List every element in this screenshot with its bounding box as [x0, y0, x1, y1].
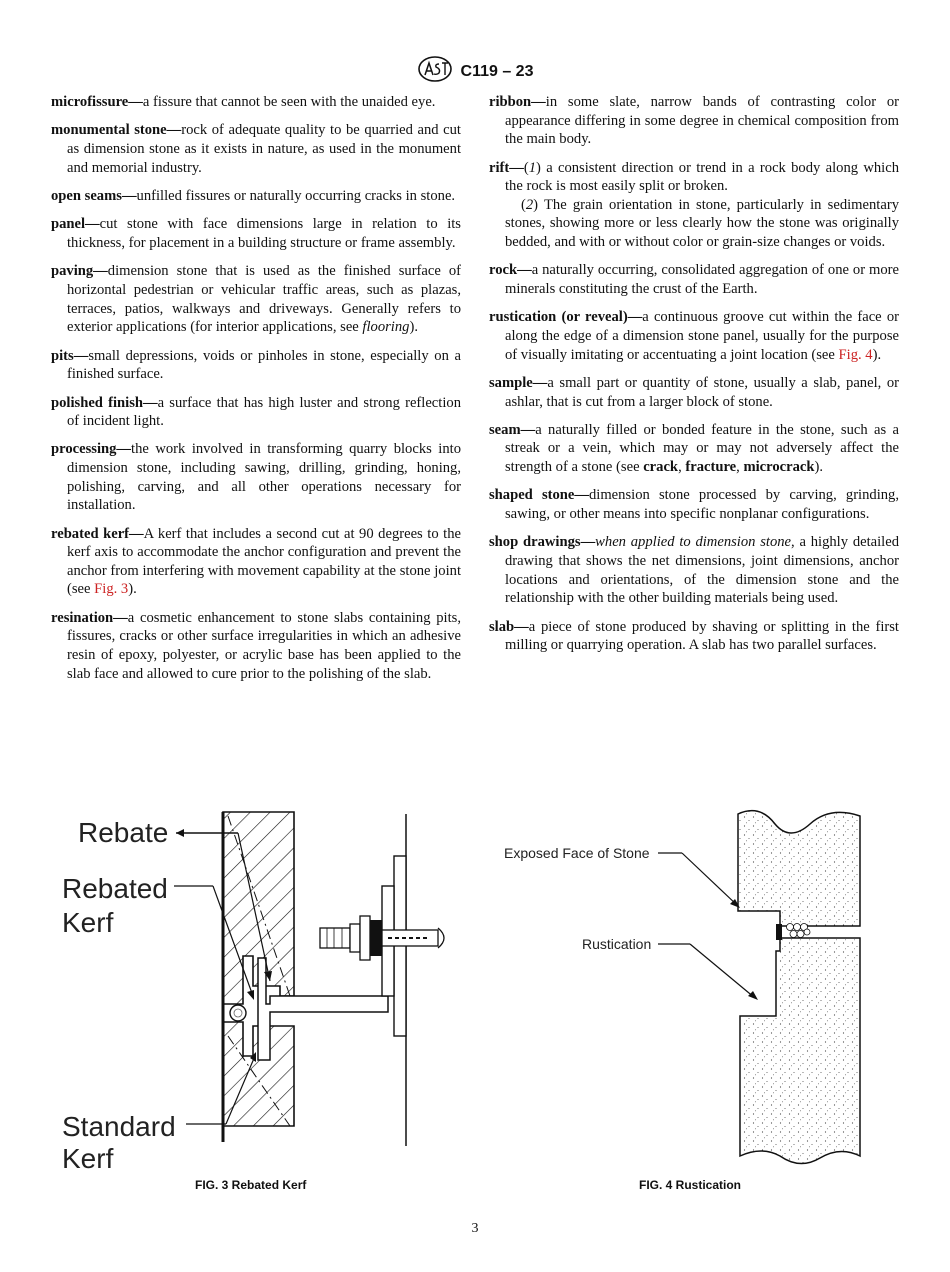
- standard-kerf-label: Kerf: [62, 1143, 114, 1174]
- definition-entry: rift—(1) a consistent direction or trend in a rock body along which the rock is most easily split or broken. (2) The grain orientation in stone, particularly in sedimentary stones, showing more or less clearly how the stone was originally bedded, and with or without color or grain-size changes or voids.: [489, 159, 899, 250]
- definition-entry: rock—a naturally occurring, consolidated aggregation of one or more minerals constituting the crust of the Earth.: [489, 262, 899, 297]
- exposed-face-label: Exposed Face of Stone: [504, 845, 650, 861]
- definition-entry: shaped stone—dimension stone processed by carving, grinding, sawing, or other means into specific nonplanar configurations.: [489, 487, 899, 523]
- definition-entry: open seams—unfilled fissures or naturally occurring cracks in stone.: [51, 187, 456, 204]
- definition-entry: microfissure—a fissure that cannot be seen with the unaided eye.: [51, 94, 436, 110]
- left-column: [51, 93, 461, 693]
- definition-entry: paving—dimension stone that is used as the finished surface of horizontal pedestrian or vehicular traffic areas, such as plazas, terraces, patios, walkways and driveways. Generally refers to exterior applications (for interior applications, see flooring).: [51, 263, 461, 336]
- figure-rebated-kerf: [58, 806, 458, 1176]
- definition-entry: rebated kerf—A kerf that includes a second cut at 90 degrees to the kerf axis to accommodate the anchor configuration and prevent the anchor from interfering with movement capability at the stone joint (see Fig. 3).: [51, 525, 461, 598]
- definition-entry: monumental stone—rock of adequate quality to be quarried and cut as dimension stone as it exists in nature, as used in the monument and memorial industry.: [51, 122, 461, 176]
- definition-entry: sample—a small part or quantity of stone, usually a slab, panel, or ashlar, that is cut from a larger block of stone.: [489, 374, 899, 410]
- definition-entry: slab—a piece of stone produced by shaving or splitting in the first milling or quarrying operation. A slab has two parallel surfaces.: [489, 618, 899, 654]
- page-number: 3: [471, 1221, 479, 1236]
- rustication-label: Rustication: [582, 936, 652, 952]
- definition-entry: pits—small depressions, voids or pinholes in stone, especially on a finished surface.: [51, 347, 461, 383]
- right-column: [489, 93, 899, 665]
- definition-entry: polished finish—a surface that has high luster and strong reflection of incident light.: [51, 394, 461, 430]
- page-header: [0, 56, 950, 87]
- figure-rustication: [500, 806, 910, 1176]
- document-designation: C119 – 23: [460, 62, 534, 80]
- standard-kerf-label: Standard: [62, 1111, 176, 1142]
- rebate-label: Rebate: [78, 817, 169, 848]
- definition-entry: processing—the work involved in transforming quarry blocks into dimension stone, including sawing, drilling, grinding, honing, polishing, carving, and all other operations necessary for installation.: [51, 441, 461, 514]
- definition-entry: seam—a naturally filled or bonded feature in the stone, such as a streak or a vein, which may or may not adversely affect the strength of a stone (see crack, fracture, microcrack).: [489, 421, 899, 476]
- definition-entry: ribbon—in some slate, narrow bands of contrasting color or appearance differing in some degree in chemical composition from the main body.: [489, 94, 899, 148]
- fig-4-link[interactable]: Fig. 4: [838, 346, 873, 363]
- definition-entry: shop drawings—when applied to dimension stone, a highly detailed drawing that shows the net dimensions, joint dimensions, anchor locations and orientations, of the dimension stone and the relationship with the other building materials being used.: [489, 534, 900, 607]
- fig-3-caption: FIG. 3 Rebated Kerf: [195, 1178, 307, 1192]
- astm-logo: [417, 56, 453, 87]
- definition-entry: panel—cut stone with face dimensions large in relation to its thickness, for placement in a building structure or frame assembly.: [51, 216, 461, 251]
- rebated-kerf-label: Rebated: [62, 873, 168, 904]
- fig-4-caption: FIG. 4 Rustication: [639, 1178, 742, 1192]
- definition-entry: rustication (or reveal)—a continuous groove cut within the face or along the edge of a dimension stone panel, usually for the purpose of visually imitating or accentuating a joint location (see Fig. 4).: [489, 309, 899, 363]
- fig-3-link[interactable]: Fig. 3: [94, 581, 129, 598]
- definition-entry: resination—a cosmetic enhancement to stone slabs containing pits, fissures, cracks or other surface irregularities in which an adhesive resin of epoxy, polyester, or acrylic base has been applied to the slab face and allowed to cure prior to the polishing of the slab.: [51, 609, 461, 682]
- rebated-kerf-label: Kerf: [62, 907, 114, 938]
